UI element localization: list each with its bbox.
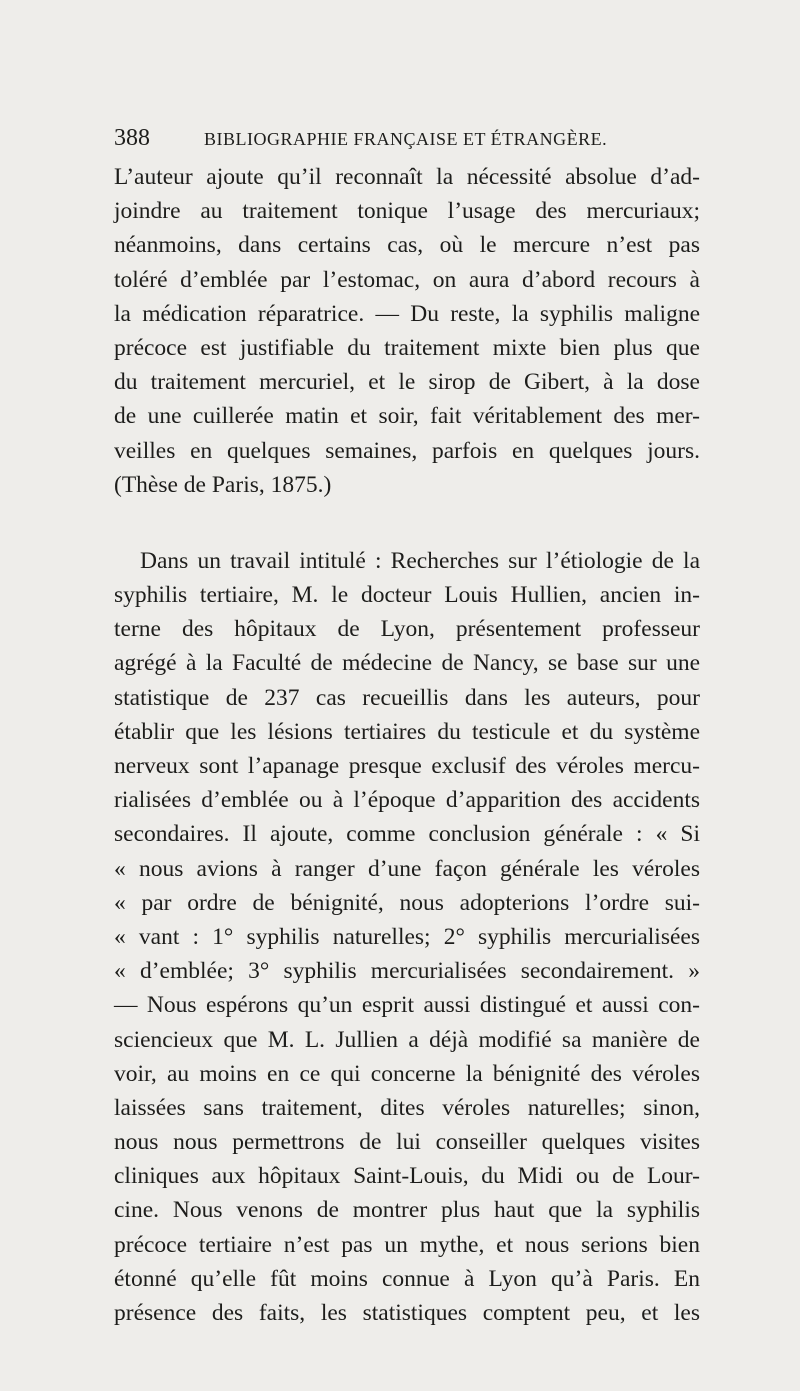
text-line: toléré d’emblée par l’estomac, on aura d’abord recours à [114,266,700,293]
text-line: voir, au moins en ce qui concerne la bénignité des véroles [114,1060,700,1087]
text-line: laissées sans traitement, dites véroles naturelles; sinon, [114,1094,700,1121]
page-number: 388 [114,125,150,151]
text-line: de une cuillerée matin et soir, fait véritablement des mer- [114,403,700,430]
text-line: du traitement mercuriel, et le sirop de Gibert, à la dose [114,369,700,396]
text-line: « par ordre de bénignité, nous adopterions l’ordre sui- [114,889,700,916]
text-line: sciencieux que M. L. Jullien a déjà modifié sa manière de [114,1026,700,1053]
running-head: BIBLIOGRAPHIE FRANÇAISE ET ÉTRANGÈRE. [204,129,608,149]
paragraph-gap [114,502,700,544]
text-line: présence des faits, les statistiques comptent peu, et les [114,1300,700,1326]
text-line: précoce tertiaire n’est pas un mythe, et nous serions bien [114,1231,700,1258]
text-line: joindre au traitement tonique l’usage des mercuriaux; [114,198,700,225]
text-line: « vant : 1° syphilis naturelles; 2° syphilis mercurialisées [114,923,700,950]
text-line: néanmoins, dans certains cas, où le mercure n’est pas [114,232,700,259]
body-text [114,160,700,1330]
text-line: terne des hôpitaux de Lyon, présentement professeur [114,616,700,643]
citation-line: (Thèse de Paris, 1875.) [114,471,332,498]
text-line: nous nous permettrons de lui conseiller quelques visites [114,1129,700,1156]
text-line: Dans un travail intitulé : Recherches sur l’étiologie de la [140,547,700,574]
page-header [114,124,700,158]
text-line: étonné qu’elle fût moins connue à Lyon qu’à Paris. En [114,1265,700,1292]
text-line: cine. Nous venons de montrer plus haut que la syphilis [114,1197,700,1224]
text-line: « d’emblée; 3° syphilis mercurialisées secondairement. » [114,958,700,985]
text-line: L’auteur ajoute qu’il reconnaît la nécessité absolue d’ad- [114,164,700,190]
text-line: agrégé à la Faculté de médecine de Nancy, se base sur une [114,650,700,677]
text-line: secondaires. Il ajoute, comme conclusion générale : « Si [114,821,700,848]
text-line: syphilis tertiaire, M. le docteur Louis Hullien, ancien in- [114,582,700,609]
text-line: rialisées d’emblée ou à l’époque d’apparition des accidents [114,787,700,814]
paragraph-2 [114,544,700,1330]
text-line: — Nous espérons qu’un esprit aussi distingué et aussi con- [114,992,700,1019]
text-line: établir que les lésions tertiaires du testicule et du système [114,718,700,745]
paragraph-1 [114,160,700,502]
text-line: cliniques aux hôpitaux Saint-Louis, du Midi ou de Lour- [114,1163,700,1190]
text-line: nerveux sont l’apanage presque exclusif des véroles mercu- [114,753,700,779]
text-line: veilles en quelques semaines, parfois en quelques jours. [114,437,700,464]
text-line: précoce est justifiable du traitement mixte bien plus que [114,334,700,361]
text-line: « nous avions à ranger d’une façon générale les véroles [114,855,700,882]
text-line: statistique de 237 cas recueillis dans les auteurs, pour [114,684,700,711]
text-line: la médication réparatrice. — Du reste, la syphilis maligne [114,300,700,327]
